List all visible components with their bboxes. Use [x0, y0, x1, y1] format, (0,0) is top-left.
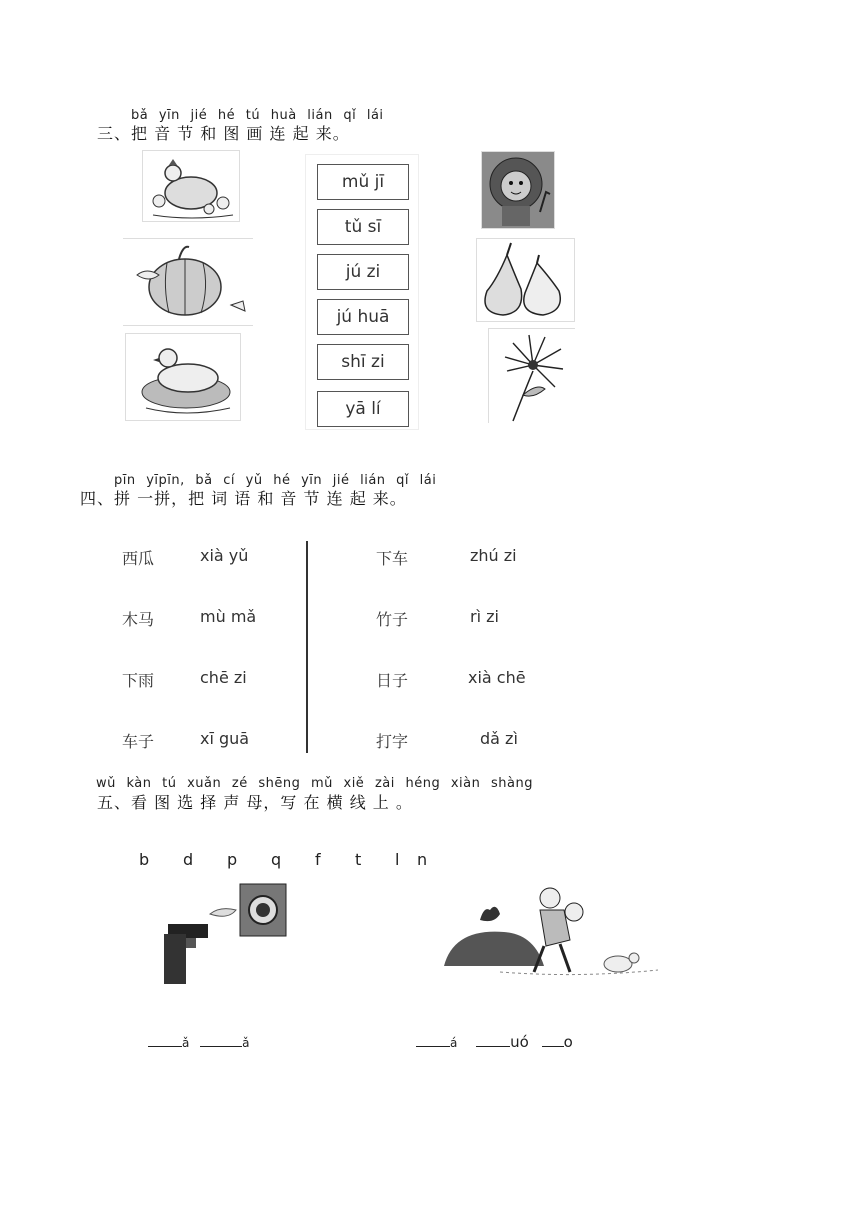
initial-letter: l [395, 850, 400, 869]
word-item: 车子 [122, 732, 155, 751]
chrysanthemum-picture [488, 328, 575, 423]
pumpkin-picture [123, 238, 253, 326]
pinyin-card[interactable]: jú zi [317, 254, 409, 290]
pinyin-item: xī guā [200, 729, 250, 748]
pinyin-card[interactable]: jú huā [317, 299, 409, 335]
word-item: 竹子 [376, 610, 409, 629]
final-letter: o [563, 1033, 573, 1051]
divider-line [306, 541, 308, 753]
pinyin-card[interactable]: mǔ jī [317, 164, 409, 200]
pinyin-item: xià yǔ [200, 546, 249, 565]
children-piggyback-picture [440, 880, 660, 980]
section3-pinyin: bǎ yīn jié hé tú huà lián qǐ lái [131, 108, 384, 123]
initial-letter: d [183, 850, 194, 869]
initial-letter: t [355, 850, 362, 869]
word-item: 下雨 [122, 671, 155, 690]
section5-title: 五、看 图 选 择 声 母，写 在 横 线 上 。 [97, 793, 413, 812]
answer-blank-right[interactable] [416, 1032, 573, 1051]
hen-in-nest-picture [125, 333, 241, 421]
pinyin-item: dǎ zì [480, 729, 518, 748]
answer-blank-left[interactable] [148, 1032, 250, 1051]
section5-pinyin: wǔ kàn tú xuǎn zé shēng mǔ xiě zài héng xiàn shàng [96, 776, 533, 791]
initial-letter: q [271, 850, 282, 869]
initial-letter: n [417, 850, 428, 869]
hen-with-chicks-picture [142, 150, 240, 222]
word-item: 木马 [122, 610, 155, 629]
pinyin-card[interactable]: shī zi [317, 344, 409, 380]
pinyin-item: rì zi [470, 607, 499, 626]
initial-letter: f [315, 850, 321, 869]
final-letter: á [450, 1036, 458, 1050]
pears-picture [476, 238, 575, 322]
section3-title: 三、把 音 节 和 图 画 连 起 来。 [97, 124, 350, 143]
word-item: 日子 [376, 671, 409, 690]
final-letter: ǎ [242, 1036, 250, 1050]
pinyin-item: xià chē [468, 668, 526, 687]
pinyin-item: zhú zi [470, 546, 517, 565]
lion-picture [481, 151, 555, 229]
pinyin-item: mù mǎ [200, 607, 257, 626]
final-letter: uó [510, 1033, 529, 1051]
word-item: 西瓜 [122, 549, 155, 568]
initial-letter: p [227, 850, 238, 869]
pinyin-item: chē zi [200, 668, 247, 687]
pinyin-card[interactable]: yā lí [317, 391, 409, 427]
pinyin-card[interactable]: tǔ sī [317, 209, 409, 245]
section4-pinyin: pīn yīpīn, bǎ cí yǔ hé yīn jié lián qǐ lái [114, 473, 437, 488]
section4-title: 四、拼 一拼，把 词 语 和 音 节 连 起 来。 [80, 489, 407, 508]
toy-gun-and-target-picture [160, 880, 290, 990]
word-item: 打字 [376, 732, 409, 751]
initial-letter: b [139, 850, 150, 869]
word-item: 下车 [376, 549, 409, 568]
final-letter: ǎ [182, 1036, 190, 1050]
